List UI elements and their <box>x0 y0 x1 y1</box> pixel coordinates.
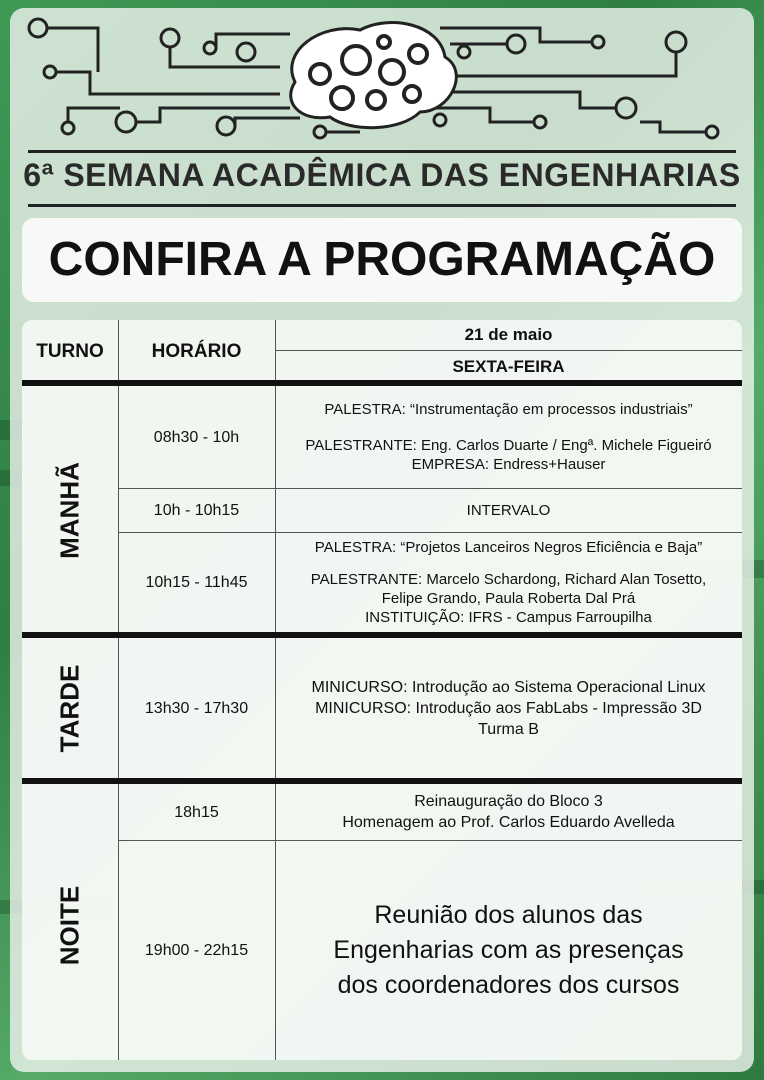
activity-line: PALESTRA: “Projetos Lanceiros Negros Eficiência e Baja” <box>314 539 703 556</box>
period-tarde: TARDE <box>54 664 85 753</box>
activity-line: PALESTRA: “Instrumentação em processos industriais” <box>324 401 693 418</box>
row-time: 10h - 10h15 <box>153 502 240 519</box>
header-horario: HORÁRIO <box>151 341 242 362</box>
activity-line: Engenharias com as presenças <box>333 936 684 964</box>
header-date: 21 de maio <box>464 325 553 344</box>
activity-line: dos coordenadores dos cursos <box>337 971 680 999</box>
row-activity <box>275 386 742 488</box>
activity-line: PALESTRANTE: Eng. Carlos Duarte / Engª. Michele Figueiró <box>305 437 712 454</box>
activity-line: MINICURSO: Introdução aos FabLabs - Impressão 3D <box>315 699 702 717</box>
row-activity <box>275 841 742 1060</box>
activity-line: Reunião dos alunos das <box>374 901 643 929</box>
period-noite: NOITE <box>54 885 85 966</box>
title-rule-top <box>28 150 736 153</box>
event-title: 6ª SEMANA ACADÊMICA DAS ENGENHARIAS <box>23 157 741 193</box>
activity-line: Homenagem ao Prof. Carlos Eduardo Avelleda <box>342 814 675 831</box>
row-time: 13h30 - 17h30 <box>144 699 249 717</box>
period-manha: MANHÃ <box>54 462 85 559</box>
header-turno: TURNO <box>36 341 104 362</box>
activity-line: EMPRESA: Endress+Hauser <box>411 456 606 473</box>
activity-line: INSTITUIÇÃO: IFRS - Campus Farroupilha <box>365 609 652 626</box>
row-activity <box>275 533 742 632</box>
brain-circuit-logo <box>20 12 744 144</box>
header-weekday: SEXTA-FEIRA <box>452 357 565 376</box>
header-divider <box>275 350 742 351</box>
row-activity: INTERVALO <box>466 502 551 519</box>
row-time: 08h30 - 10h <box>153 428 240 446</box>
banner-title: CONFIRA A PROGRAMAÇÃO <box>48 233 716 286</box>
row-time: 19h00 - 22h15 <box>144 942 249 959</box>
row-time: 10h15 - 11h45 <box>145 574 248 591</box>
title-rule-bottom <box>28 204 736 207</box>
row-activity <box>275 638 742 778</box>
activity-line: MINICURSO: Introdução ao Sistema Operacional Linux <box>311 678 706 696</box>
activity-line: PALESTRANTE: Marcelo Schardong, Richard Alan Tosetto, <box>310 571 707 588</box>
activity-line: Felipe Grando, Paula Roberta Dal Prá <box>381 590 636 607</box>
row-activity <box>275 784 742 840</box>
row-time: 18h15 <box>174 803 219 821</box>
activity-line: Turma B <box>478 720 539 738</box>
activity-line: Reinauguração do Bloco 3 <box>414 793 603 810</box>
